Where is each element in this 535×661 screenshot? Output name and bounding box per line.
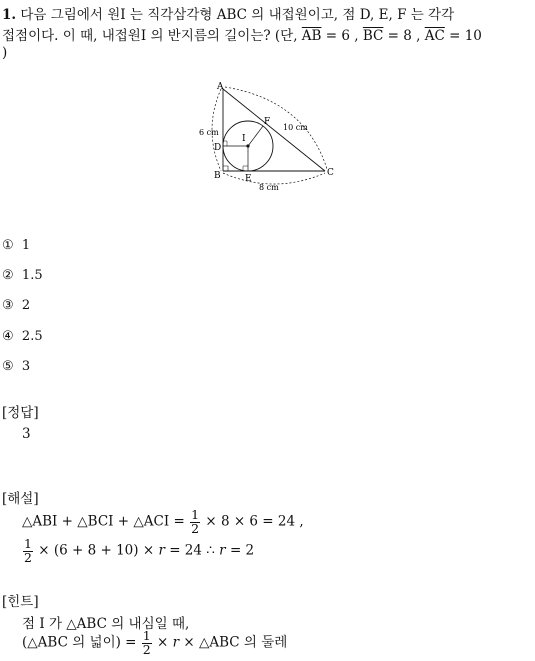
- label-ac-length: 10 cm: [283, 123, 308, 132]
- eq2-var2: r: [219, 542, 226, 559]
- segment-bc: $\overline{BC}$: [362, 28, 384, 44]
- eq2-frac-den: 2: [24, 549, 32, 565]
- choice-5-text: 3: [21, 359, 31, 374]
- label-bc-length: 8 cm: [259, 183, 279, 192]
- question-number: 1.: [2, 7, 17, 23]
- choice-1-mark: ①: [2, 238, 14, 253]
- choice-3-mark: ③: [2, 298, 14, 313]
- choice-1-text: 1: [21, 238, 31, 253]
- hint-var: r: [172, 634, 180, 651]
- eq1-frac-num: 1: [191, 507, 200, 522]
- explanation-eq-2: [22, 538, 254, 564]
- radius-if: [248, 126, 263, 146]
- choice-2-mark: ②: [2, 268, 14, 283]
- eq1-fraction: [190, 509, 200, 535]
- choice-5-mark: ⑤: [2, 359, 14, 374]
- label-f: F: [264, 117, 271, 127]
- right-angle-mark-b: [223, 166, 228, 171]
- question-text-2: 접점이다. 이 때, 내접원I 의 반지름의 길이는? (단,: [2, 28, 298, 44]
- center-point: [246, 144, 249, 147]
- label-b: B: [214, 171, 221, 181]
- triangle-figure: [195, 80, 345, 195]
- hint-line-2: [22, 630, 287, 656]
- segment-ac: $\overline{AC}$: [424, 28, 445, 44]
- label-c: C: [327, 168, 334, 178]
- label-e: E: [245, 174, 252, 184]
- choice-2[interactable]: [2, 268, 43, 283]
- hint-frac-num: 1: [142, 628, 151, 643]
- arc-ac: [225, 87, 327, 169]
- eq2-eq: = 24 ∴: [169, 542, 215, 559]
- hint-heading: [힌트]: [2, 594, 39, 610]
- explanation-heading: [해설]: [2, 491, 39, 507]
- question-line-2: [2, 24, 482, 44]
- segment-ab-value: = 6 ,: [321, 28, 359, 44]
- eq2-var: r: [158, 542, 165, 559]
- hint-right: × △ABC 의 둘레: [183, 634, 288, 651]
- choice-4-text: 2.5: [21, 329, 43, 344]
- question-line-1: [2, 3, 454, 23]
- hint-fraction: [142, 630, 152, 656]
- question-line-3: ): [2, 45, 8, 61]
- eq2-fraction: [23, 538, 33, 564]
- choice-5[interactable]: [2, 359, 30, 374]
- segment-bc-value: = 8 ,: [383, 28, 421, 44]
- eq2-mid: × (6 + 8 + 10) ×: [38, 542, 155, 559]
- eq1-right: × 8 × 6 = 24 ,: [205, 513, 304, 530]
- hint-mid: ×: [157, 634, 169, 651]
- label-a: A: [217, 82, 224, 92]
- choice-1[interactable]: [2, 238, 30, 253]
- label-ab-length: 6 cm: [199, 128, 219, 137]
- side-ac: [223, 89, 325, 171]
- segment-ab: $\overline{AB}$: [301, 28, 322, 44]
- answer-value: 3: [22, 426, 31, 442]
- explanation-eq-1: [22, 509, 304, 535]
- choice-4-mark: ④: [2, 329, 14, 344]
- eq1-left: △ABI + △BCI + △ACI =: [22, 513, 185, 530]
- segment-ac-value: = 10: [444, 28, 482, 44]
- choice-3-text: 2: [21, 298, 31, 313]
- choice-2-text: 1.5: [21, 268, 43, 283]
- hint-line-1: 점 I 가 △ABC 의 내심일 때,: [22, 616, 190, 632]
- label-d: D: [214, 143, 222, 153]
- choice-3[interactable]: [2, 298, 30, 313]
- question-text-1: 다음 그림에서 원I 는 직각삼각형 ABC 의 내접원이고, 점 D, E, F 는 각각: [20, 7, 455, 23]
- hint-left: (△ABC 의 넓이) =: [22, 634, 137, 651]
- label-i: I: [242, 134, 246, 144]
- choice-4[interactable]: [2, 329, 43, 344]
- answer-heading: [정답]: [2, 405, 39, 421]
- eq2-frac-num: 1: [24, 536, 32, 551]
- eq1-frac-den: 2: [191, 520, 200, 536]
- eq2-end: = 2: [229, 542, 255, 559]
- hint-frac-den: 2: [142, 641, 151, 657]
